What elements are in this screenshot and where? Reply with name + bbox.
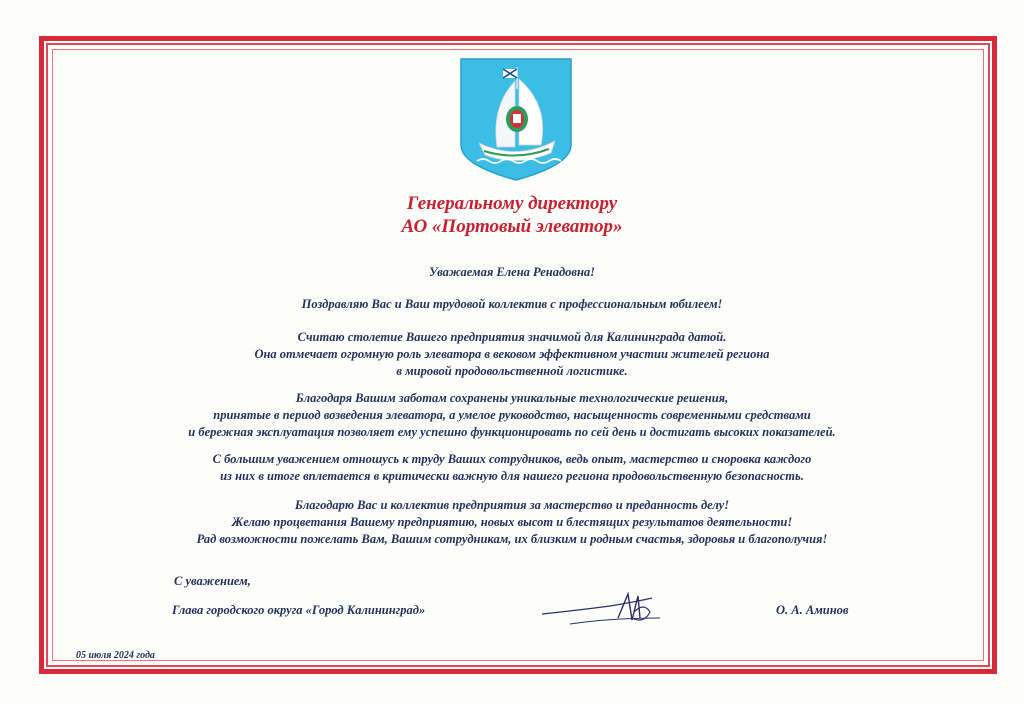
kaliningrad-coat-of-arms-icon <box>459 57 573 182</box>
recipient-title: Генеральному директору <box>406 193 618 214</box>
paragraph-wishes: Благодарю Вас и коллектив предприятия за мастерство и преданность делу! Желаю процветания Вашему предприятию, новых высот и блестящих результатов деятельности! Рад возможности пожелать Вам, Вашим сотрудникам, их близким и родным счастья, здоровья и благополучия! <box>196 498 828 546</box>
document-date: 05 июля 2024 года <box>76 650 155 661</box>
paragraph-centennial: Считаю столетие Вашего предприятия значимой для Калининграда датой. Она отмечает огромную роль элеватора в вековом эффективном участии жителей региона в мировой продовольственной логистике. <box>254 330 770 378</box>
handwritten-signature-icon <box>540 588 665 633</box>
signer-name: О. А. Аминов <box>776 603 849 617</box>
regards-text: С уважением, <box>174 574 251 588</box>
recipient-company: АО «Портовый элеватор» <box>401 216 623 237</box>
paragraph-staff: С большим уважением отношусь к труду Ваших сотрудников, ведь опыт, мастерство и сноровка каждого из них в итоге вплетается в критически важную для нашего региона продовольственную безопасность. <box>212 452 812 483</box>
congratulation-line: Поздравляю Вас и Ваш трудовой коллектив с профессиональным юбилеем! <box>301 297 723 311</box>
paragraph-technology: Благодаря Вашим заботам сохранены уникальные технологические решения, принятые в период возведения элеватора, а умелое руководство, насыщенность современными средствами и бережная эксплуатация позволяет ему успешно функционировать по сей день и достигать высоких показателей. <box>188 391 836 439</box>
signer-position: Глава городского округа «Город Калининград» <box>172 603 426 617</box>
greeting: Уважаемая Елена Ренадовна! <box>428 265 596 279</box>
